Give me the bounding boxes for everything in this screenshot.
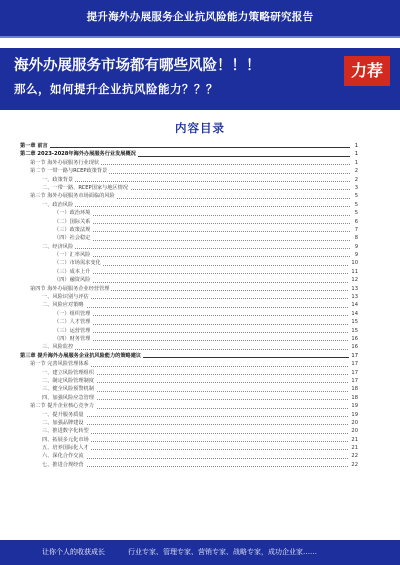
toc-page-number: 19 — [351, 411, 358, 418]
toc-entry[interactable] — [20, 452, 358, 460]
toc-leader — [42, 416, 350, 417]
toc-entry-title: 三、推进数字化转型 — [42, 428, 89, 435]
toc-page-number: 15 — [351, 327, 358, 334]
toc-page-number: 17 — [351, 369, 358, 376]
toc-entry[interactable] — [20, 419, 358, 427]
toc-chapter[interactable] — [20, 150, 358, 158]
toc-entry[interactable] — [20, 159, 358, 167]
toc-page-number: 21 — [351, 436, 358, 443]
toc-leader — [54, 273, 350, 274]
toc-leader — [54, 315, 350, 316]
toc-page-number: 22 — [351, 461, 358, 468]
toc-entry[interactable] — [20, 360, 358, 368]
toc-leader — [42, 458, 350, 459]
toc-entry[interactable] — [20, 444, 358, 452]
toc-entry[interactable] — [20, 335, 358, 343]
toc-entry[interactable] — [20, 301, 358, 309]
report-header — [0, 0, 400, 36]
toc-entry-title: 三、健全风险预警机制 — [42, 386, 94, 393]
toc-entry-title: 一、风险识别与评估 — [42, 294, 89, 301]
toc-entry[interactable] — [20, 201, 358, 209]
toc-page-number: 21 — [351, 445, 358, 452]
toc-chapter[interactable] — [20, 142, 358, 150]
toc-page-number: 9 — [354, 252, 358, 259]
toc-page-number: 2 — [354, 168, 358, 175]
toc-entry-title: 三、风险监控 — [42, 344, 74, 351]
toc-leader — [20, 147, 350, 148]
toc-entry-title: 第一节 完善风险管理体系 — [30, 361, 89, 368]
toc-entry-title: （二）国际关系 — [54, 218, 91, 225]
toc-entry[interactable] — [20, 461, 358, 469]
toc-entry-title: （一）组织管理 — [54, 310, 91, 317]
toc-entry-title: （三）政策法规 — [54, 226, 91, 233]
toc-leader — [54, 324, 350, 325]
toc-page-number: 17 — [351, 361, 358, 368]
toc-entry-title: 四、加强风险应急管理 — [42, 394, 94, 401]
toc-page-number: 2 — [354, 176, 358, 183]
toc-entry-title: 二、制定风险管理制度 — [42, 377, 94, 384]
toc-entry-title: 二、加强品牌建设 — [42, 419, 84, 426]
toc-page-number: 5 — [354, 201, 358, 208]
report-title: 提升海外办展服务企业抗风险能力策略研究报告 — [86, 11, 314, 23]
toc-entry[interactable] — [20, 436, 358, 444]
toc-page-number: 3 — [354, 184, 358, 191]
toc-entry[interactable] — [20, 226, 358, 234]
toc-leader — [54, 340, 350, 341]
toc-entry-title: （四）社会稳定 — [54, 235, 91, 242]
toc-leader — [54, 282, 350, 283]
toc-entry-title: 第二节 提升企业核心竞争力 — [30, 403, 94, 410]
toc-entry[interactable] — [20, 285, 358, 293]
toc-page-number: 5 — [354, 210, 358, 217]
toc-page-number: 1 — [354, 143, 358, 149]
toc-entry-title: 一、政治风险 — [42, 201, 74, 208]
toc-entry-title: （三）成本上升 — [54, 268, 91, 275]
toc-entry[interactable] — [20, 377, 358, 385]
toc-entry[interactable] — [20, 385, 358, 393]
toc-entry[interactable] — [20, 192, 358, 200]
toc-entry-title: （二）市场需求变化 — [54, 260, 101, 267]
hero-subheadline: 那么，如何提升企业抗风险能力？？？ — [14, 82, 218, 96]
toc-entry[interactable] — [20, 369, 358, 377]
toc-leader — [54, 231, 350, 232]
toc-page-number: 1 — [354, 159, 358, 166]
toc-entry-title: 七、推进合规经营 — [42, 461, 84, 468]
table-of-contents — [20, 142, 358, 469]
toc-page-number: 13 — [351, 285, 358, 292]
toc-entry[interactable] — [20, 251, 358, 259]
toc-entry[interactable] — [20, 327, 358, 335]
toc-entry-title: 四、拓展多元化市场 — [42, 436, 89, 443]
toc-heading: 内容目录 — [175, 121, 225, 135]
toc-leader — [54, 332, 350, 333]
toc-leader — [54, 215, 350, 216]
recommend-badge: 力荐 — [344, 56, 390, 86]
toc-page-number: 13 — [351, 294, 358, 301]
toc-entry[interactable] — [20, 427, 358, 435]
toc-page-number: 10 — [351, 260, 358, 267]
toc-entry-title: （一）汇率风险 — [54, 252, 91, 259]
toc-entry[interactable] — [20, 310, 358, 318]
toc-entry[interactable] — [20, 259, 358, 267]
toc-entry-title: 第三节 海外办展服务市场面临的风险 — [30, 193, 115, 200]
toc-entry-title: 第一节 海外办展服务行业现状 — [30, 159, 100, 166]
toc-page-number: 18 — [351, 394, 358, 401]
toc-entry[interactable] — [20, 293, 358, 301]
toc-entry-title: （二）人才管理 — [54, 319, 91, 326]
toc-entry[interactable] — [20, 243, 358, 251]
header-rule — [0, 36, 400, 38]
toc-entry-title: （四）财务管理 — [54, 335, 91, 342]
toc-leader — [42, 349, 350, 350]
toc-entry-title: 一、政策背景 — [42, 176, 74, 183]
hero-banner — [0, 48, 400, 110]
toc-entry[interactable] — [20, 343, 358, 351]
toc-entry[interactable] — [20, 176, 358, 184]
toc-entry[interactable] — [20, 167, 358, 175]
toc-page-number: 14 — [351, 310, 358, 317]
toc-page-number: 12 — [351, 277, 358, 284]
toc-entry[interactable] — [20, 218, 358, 226]
toc-chapter[interactable] — [20, 352, 358, 360]
toc-page-number: 17 — [351, 352, 358, 359]
toc-page-number: 20 — [351, 428, 358, 435]
toc-entry-title: （一）政治环境 — [54, 210, 91, 217]
toc-entry-title: 二、一带一路、RCEP国家与地区情况 — [42, 184, 128, 191]
toc-entry[interactable] — [20, 184, 358, 192]
footer-experts: 行业专家、管理专家、营销专家、战略专家，成功企业家…… — [128, 548, 317, 556]
toc-entry-title: 二、风险应对策略 — [42, 302, 84, 309]
toc-entry-title: 一、提升服务质量 — [42, 411, 84, 418]
toc-page-number: 14 — [351, 302, 358, 309]
toc-entry-title: 六、深化合作交流 — [42, 453, 84, 460]
toc-entry[interactable] — [20, 209, 358, 217]
toc-page-number: 7 — [354, 226, 358, 233]
toc-page-number: 17 — [351, 377, 358, 384]
toc-entry[interactable] — [20, 402, 358, 410]
toc-leader — [42, 248, 350, 249]
toc-entry[interactable] — [20, 268, 358, 276]
toc-entry-title: 第二章 2023-2028年海外办展服务行业发展概况 — [20, 151, 136, 158]
toc-entry[interactable] — [20, 318, 358, 326]
toc-entry-title: 第一章 前言 — [20, 143, 48, 149]
toc-leader — [54, 223, 350, 224]
toc-entry[interactable] — [20, 276, 358, 284]
footer-bar — [0, 540, 400, 565]
toc-page-number: 16 — [351, 335, 358, 342]
toc-page-number: 9 — [354, 243, 358, 250]
hero-headline: 海外办展服务市场都有哪些风险！！！ — [14, 58, 261, 74]
toc-page-number: 16 — [351, 344, 358, 351]
toc-leader — [54, 256, 350, 257]
toc-page-number: 6 — [354, 218, 358, 225]
toc-leader — [54, 240, 350, 241]
toc-entry[interactable] — [20, 394, 358, 402]
toc-page-number: 15 — [351, 319, 358, 326]
toc-entry[interactable] — [20, 234, 358, 242]
toc-entry-title: 五、培养国际化人才 — [42, 445, 89, 452]
toc-entry-title: （三）运营管理 — [54, 327, 91, 334]
toc-page-number: 8 — [354, 235, 358, 242]
toc-leader — [42, 466, 350, 467]
toc-entry-title: 第四节 海外办展服务企业经营管理 — [30, 285, 110, 292]
toc-entry-title: （四）融资风险 — [54, 277, 91, 284]
toc-entry-title: 第二节 一带一路与RCEP政策背景 — [30, 168, 108, 175]
toc-page-number: 18 — [351, 386, 358, 393]
toc-leader — [42, 181, 350, 182]
toc-entry-title: 第三章 提升海外办展服务企业抗风险能力的策略建议 — [20, 352, 142, 359]
toc-page-number: 19 — [351, 403, 358, 410]
toc-page-number: 11 — [351, 268, 358, 275]
toc-page-number: 1 — [354, 151, 358, 158]
toc-leader — [42, 307, 350, 308]
toc-page-number: 22 — [351, 453, 358, 460]
toc-leader — [42, 424, 350, 425]
toc-page-number: 20 — [351, 419, 358, 426]
toc-entry[interactable] — [20, 411, 358, 419]
toc-leader — [42, 206, 350, 207]
toc-entry-title: 一、建立风险管理组织 — [42, 369, 94, 376]
toc-page-number: 5 — [354, 193, 358, 200]
toc-entry-title: 二、经济风险 — [42, 243, 74, 250]
footer-slogan: 让你个人的收获成长 — [42, 548, 105, 556]
